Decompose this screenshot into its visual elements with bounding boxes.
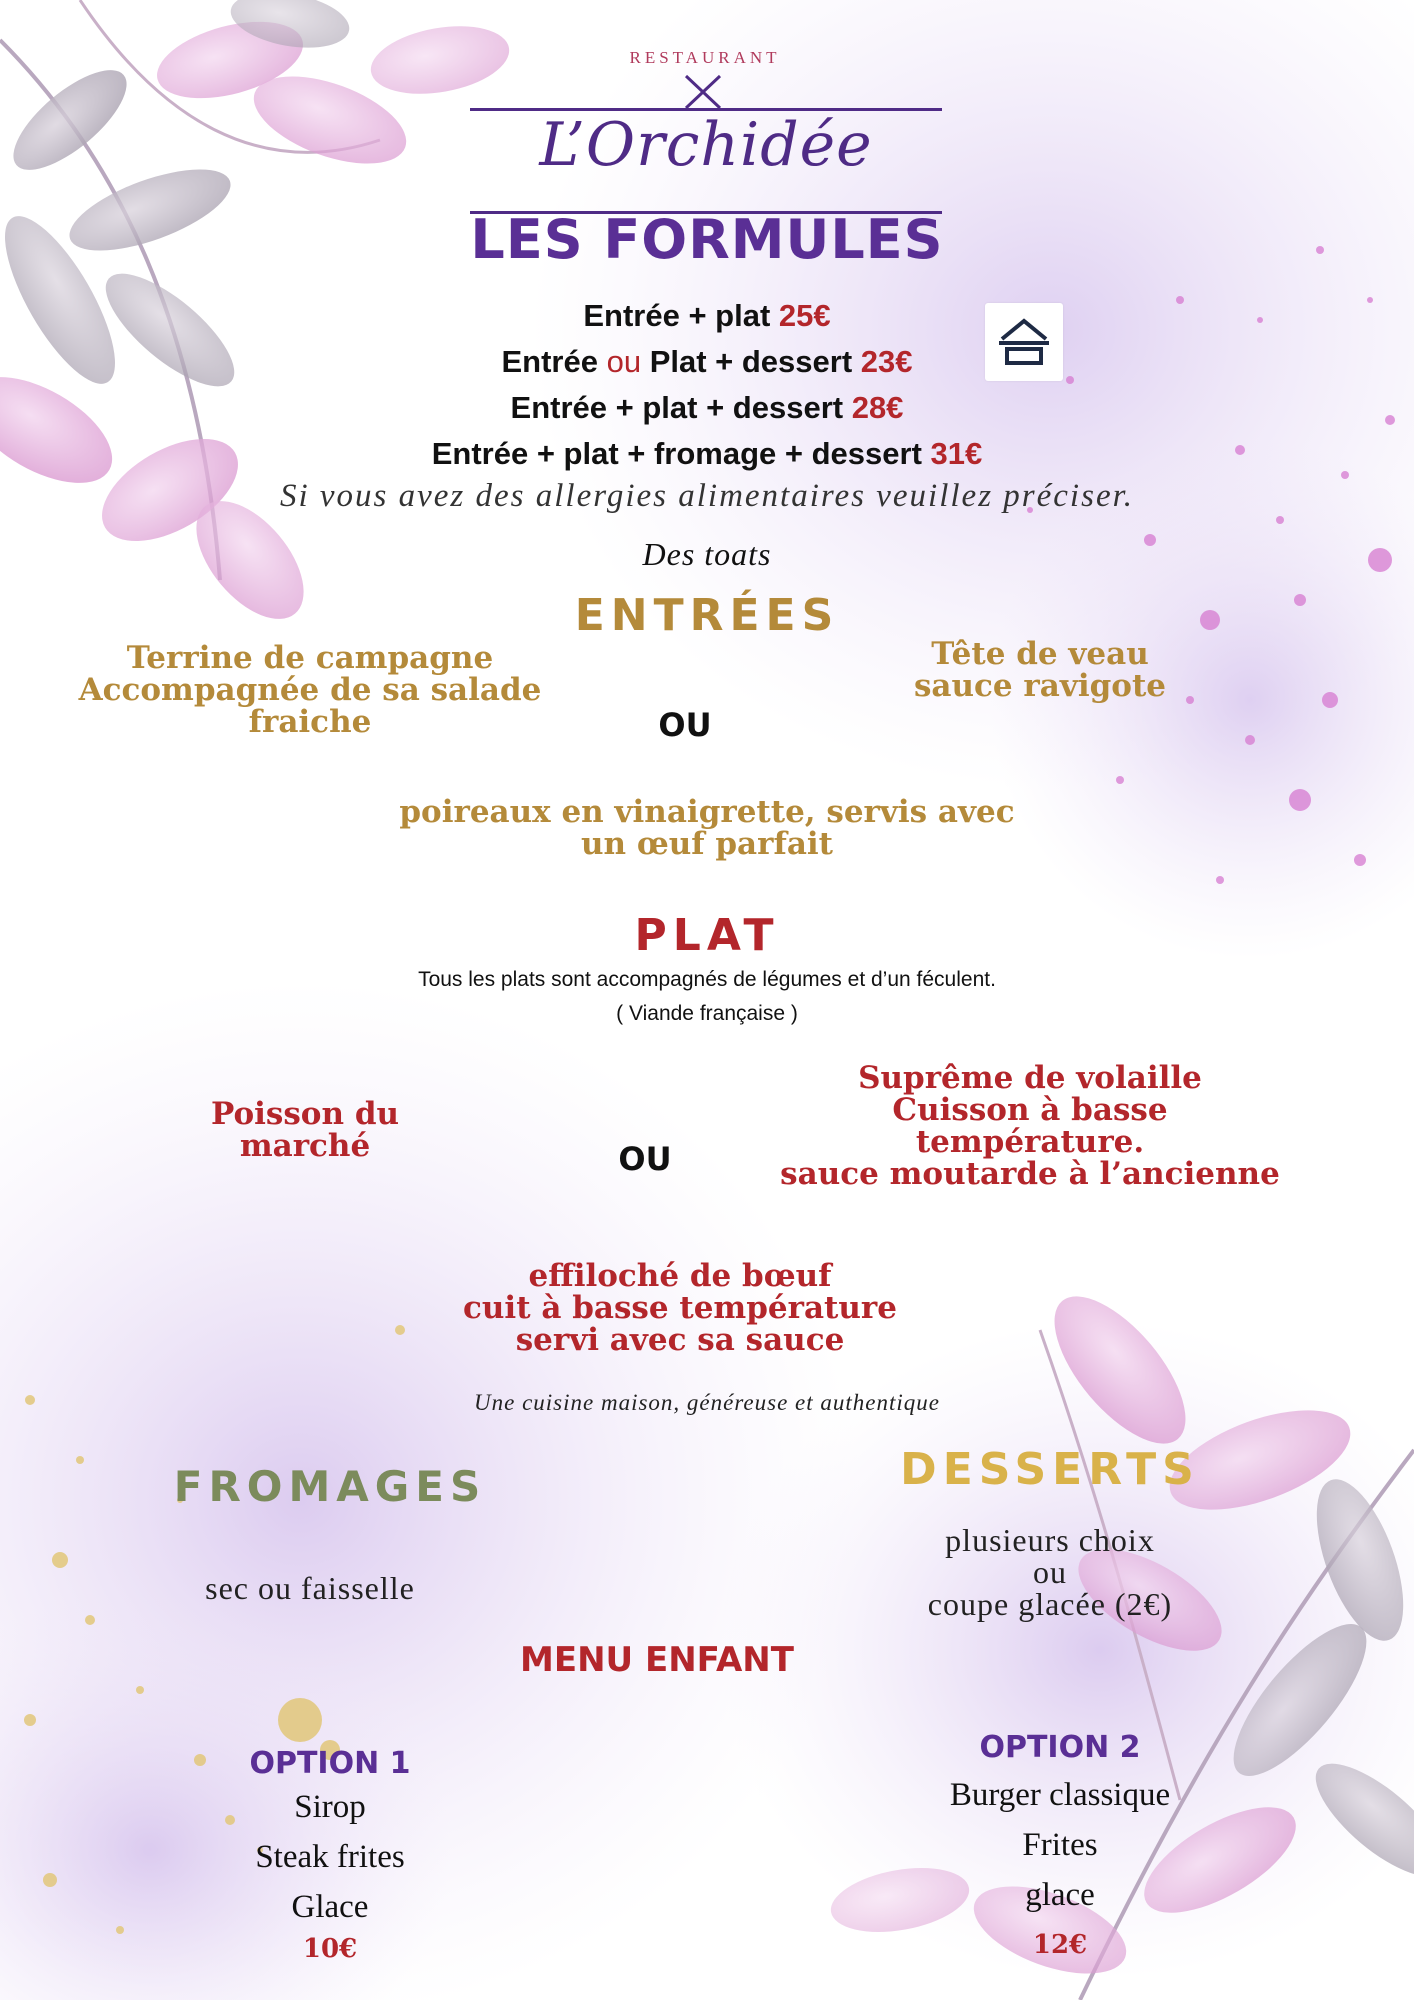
entree-poireaux — [300, 796, 1114, 860]
option-item: glace — [1025, 1877, 1095, 1913]
option-item: Sirop — [294, 1789, 366, 1825]
dish-line: Terrine de campagne — [126, 640, 494, 676]
tagline: Une cuisine maison, généreuse et authentique — [474, 1390, 940, 1415]
plat-effiloche-boeuf — [380, 1260, 980, 1356]
allergy-note: Si vous avez des allergies alimentaires veuillez préciser. — [279, 478, 1135, 514]
option-2-price: 12€ — [1032, 1930, 1088, 1960]
dish-line: cuit à basse température — [463, 1290, 897, 1326]
option-item: Steak frites — [255, 1839, 405, 1875]
dish-line: un œuf parfait — [580, 826, 833, 862]
option-1-title: OPTION 1 — [249, 1746, 411, 1781]
dish-line: Cuisson à basse — [892, 1092, 1168, 1128]
logo-name: L’Orchidée — [539, 110, 873, 180]
plat-note: Tous les plats sont accompagnés de légumes et d’un féculent. — [418, 968, 996, 991]
option-2-title: OPTION 2 — [979, 1730, 1141, 1765]
plat-note-origin: ( Viande française ) — [616, 1002, 798, 1025]
option-1-items — [180, 1782, 480, 1932]
formule-line-4 — [200, 436, 1214, 472]
desserts-list — [860, 1524, 1240, 1620]
dish-line: servi avec sa sauce — [515, 1322, 845, 1358]
formule-text: Entrée + plat + fromage + dessert — [431, 436, 931, 471]
entrees-or: OU — [658, 706, 712, 744]
dish-line: Tête de veau — [931, 636, 1149, 672]
desserts-title: DESSERTS — [900, 1444, 1200, 1495]
option-2-items — [880, 1770, 1240, 1920]
crossed-utensils-icon — [680, 74, 726, 110]
formule-price: 23€ — [860, 344, 913, 379]
dish-line: fraiche — [248, 704, 372, 740]
option-item: Frites — [1022, 1827, 1098, 1863]
formule-price: 31€ — [930, 436, 983, 471]
house-logo-icon — [985, 303, 1063, 381]
plat-poisson — [170, 1098, 440, 1162]
dessert-line: plusieurs choix — [945, 1522, 1155, 1558]
formule-text: Plat + dessert — [641, 344, 861, 379]
formule-text: Entrée + plat — [583, 298, 779, 333]
page-title: LES FORMULES — [470, 208, 944, 271]
formule-price: 25€ — [778, 298, 831, 333]
toasts-note: Des toats — [642, 536, 772, 572]
entrees-title: ENTRÉES — [574, 590, 840, 641]
dish-line: poireaux en vinaigrette, servis avec — [399, 794, 1015, 830]
plat-title: PLAT — [634, 910, 780, 961]
dish-line: température. — [915, 1124, 1145, 1160]
dish-line: Poisson du — [210, 1096, 400, 1132]
formule-line-3 — [200, 390, 1214, 426]
menu-enfant-title: MENU ENFANT — [520, 1640, 794, 1680]
dish-line: sauce moutarde à l’ancienne — [780, 1156, 1280, 1192]
formule-text: Entrée + plat + dessert — [510, 390, 852, 425]
dish-line: sauce ravigote — [913, 668, 1167, 704]
fromages-text: sec ou faisselle — [205, 1570, 415, 1606]
formule-or: ou — [606, 344, 642, 379]
fromages-title: FROMAGES — [173, 1462, 487, 1511]
dish-line: Suprême de volaille — [858, 1060, 1202, 1096]
entree-terrine — [40, 642, 580, 738]
logo-restaurant-label: RESTAURANT — [629, 48, 781, 67]
option-item: Glace — [291, 1889, 369, 1925]
dish-line: Accompagnée de sa salade — [78, 672, 542, 708]
formule-text: Entrée — [501, 344, 607, 379]
option-item: Burger classique — [949, 1777, 1171, 1813]
dish-line: effiloché de bœuf — [528, 1258, 832, 1294]
dessert-line: ou — [1033, 1554, 1067, 1590]
dish-line: marché — [239, 1128, 371, 1164]
plat-or: OU — [618, 1140, 672, 1178]
formule-price: 28€ — [851, 390, 904, 425]
dessert-line: coupe glacée (2€) — [927, 1586, 1173, 1622]
plat-supreme-volaille — [760, 1062, 1300, 1190]
entree-tete-de-veau — [870, 638, 1210, 702]
option-1-price: 10€ — [302, 1934, 358, 1964]
